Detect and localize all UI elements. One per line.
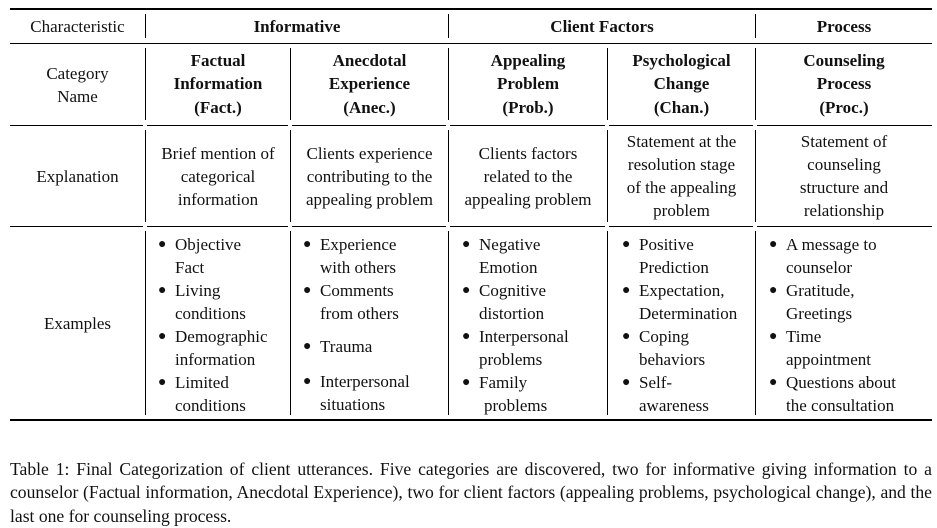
examples-prob bbox=[460, 233, 607, 417]
explanation-line: relationship bbox=[803, 201, 885, 220]
explanation-fact bbox=[146, 130, 290, 222]
header-rule bbox=[10, 43, 932, 44]
row-label-line: Explanation bbox=[36, 166, 119, 186]
example-item bbox=[301, 335, 448, 358]
example-item bbox=[156, 371, 290, 417]
example-line: Self- bbox=[639, 373, 673, 392]
row-label-explanation bbox=[10, 130, 145, 222]
example-line: problems bbox=[479, 350, 543, 369]
example-line: Questions about bbox=[786, 373, 897, 392]
row-label-examples bbox=[10, 231, 145, 415]
bullet-icon: ● bbox=[158, 237, 167, 252]
example-line: Experience bbox=[320, 235, 397, 254]
example-item bbox=[460, 233, 607, 279]
explanation-prob bbox=[449, 130, 607, 222]
example-item bbox=[767, 233, 932, 279]
rule-segment bbox=[147, 226, 288, 227]
example-line: conditions bbox=[175, 396, 246, 415]
category-name-prob bbox=[449, 48, 607, 120]
explanation-line: contributing to the bbox=[306, 166, 433, 186]
example-line: awareness bbox=[639, 396, 709, 415]
example-line: information bbox=[175, 350, 256, 369]
header-group-informative bbox=[146, 12, 448, 40]
bullet-icon: ● bbox=[462, 237, 471, 252]
example-line: distortion bbox=[479, 304, 545, 323]
category-name-line: (Anec.) bbox=[343, 97, 396, 117]
example-line: conditions bbox=[175, 304, 246, 323]
bullet-icon: ● bbox=[303, 237, 312, 252]
example-line: Gratitude, bbox=[786, 281, 855, 300]
category-name-line: (Chan.) bbox=[653, 97, 710, 117]
example-item bbox=[767, 325, 932, 371]
example-line: Trauma bbox=[320, 337, 373, 356]
category-name-line: (Prob.) bbox=[502, 97, 554, 117]
category-name-line: Problem bbox=[496, 74, 559, 94]
header-characteristic-text: Characteristic bbox=[30, 16, 125, 36]
example-item bbox=[620, 279, 755, 325]
example-item bbox=[767, 371, 932, 417]
explanation-line: resolution stage bbox=[627, 155, 736, 174]
example-line: problems bbox=[484, 396, 548, 415]
header-group-process bbox=[756, 12, 932, 40]
category-name-proc bbox=[756, 48, 932, 120]
header-group-client-factors bbox=[449, 12, 755, 40]
examples-fact bbox=[156, 233, 290, 417]
bullet-icon: ● bbox=[462, 283, 471, 298]
example-item bbox=[767, 279, 932, 325]
example-item bbox=[156, 325, 290, 371]
examples-chan bbox=[620, 233, 755, 417]
rule-segment bbox=[757, 125, 932, 126]
explanation-line: Clients factors bbox=[478, 143, 578, 163]
explanation-proc bbox=[756, 130, 932, 222]
example-line: situations bbox=[320, 395, 386, 414]
category-name-line: (Proc.) bbox=[819, 97, 869, 117]
example-item bbox=[460, 279, 607, 325]
bullet-icon: ● bbox=[158, 283, 167, 298]
rule-segment bbox=[147, 125, 288, 126]
explanation-line: Brief mention of bbox=[161, 143, 275, 163]
rule-segment bbox=[450, 226, 605, 227]
bullet-icon: ● bbox=[769, 237, 778, 252]
bullet-icon: ● bbox=[158, 329, 167, 344]
example-line: counselor bbox=[786, 258, 853, 277]
header-group-label: Informative bbox=[253, 16, 341, 36]
category-name-line: Process bbox=[816, 74, 872, 94]
bullet-icon: ● bbox=[303, 283, 312, 298]
examples-anec bbox=[301, 233, 448, 416]
bullet-icon: ● bbox=[303, 339, 312, 354]
example-item bbox=[620, 233, 755, 279]
example-line: Time bbox=[786, 327, 822, 346]
example-line: Demographic bbox=[175, 327, 268, 346]
explanation-anec bbox=[291, 130, 448, 222]
example-line: Determination bbox=[639, 304, 738, 323]
bullet-icon: ● bbox=[622, 375, 631, 390]
example-line: from others bbox=[320, 304, 399, 323]
example-line: Emotion bbox=[479, 258, 538, 277]
bullet-icon: ● bbox=[622, 329, 631, 344]
category-name-line: Counseling bbox=[803, 50, 885, 70]
example-line: Family bbox=[479, 373, 528, 392]
row-label-line: Name bbox=[57, 87, 98, 106]
col-divider bbox=[607, 231, 608, 415]
rule-segment bbox=[292, 125, 446, 126]
example-line: Comments bbox=[320, 281, 394, 300]
example-item bbox=[156, 233, 290, 279]
category-name-line: Psychological bbox=[632, 50, 731, 70]
col-divider bbox=[145, 231, 146, 415]
header-group-label: Client Factors bbox=[550, 16, 654, 36]
bullet-icon: ● bbox=[769, 329, 778, 344]
row-label-line: Examples bbox=[43, 313, 112, 333]
explanation-line: problem bbox=[653, 201, 710, 220]
bottom-rule bbox=[10, 419, 932, 421]
explanation-line: structure and bbox=[799, 178, 889, 197]
table-caption: Table 1: Final Categorization of client utterances. Five categories are discovered, two for informative giving information to a counselor (Factual information, Anecdotal Experience), two for client factors (appealing problems, psychological change), and the last one for counseling process. bbox=[10, 458, 932, 526]
example-line: the consultation bbox=[786, 396, 895, 415]
bullet-icon: ● bbox=[303, 374, 312, 389]
example-item bbox=[620, 325, 755, 371]
example-line: Greetings bbox=[786, 304, 853, 323]
explanation-chan bbox=[608, 130, 755, 222]
example-line: Limited bbox=[175, 373, 229, 392]
explanation-line: Statement at the bbox=[626, 132, 737, 151]
bullet-icon: ● bbox=[462, 375, 471, 390]
rule-segment bbox=[609, 125, 753, 126]
category-name-anec bbox=[291, 48, 448, 120]
example-line: behaviors bbox=[639, 350, 706, 369]
bullet-icon: ● bbox=[622, 237, 631, 252]
example-item bbox=[460, 325, 607, 371]
col-divider bbox=[448, 231, 449, 415]
header-characteristic bbox=[10, 12, 145, 40]
top-rule bbox=[10, 8, 932, 10]
category-name-line: Factual bbox=[190, 50, 246, 70]
col-divider bbox=[755, 231, 756, 415]
rule-segment bbox=[609, 226, 753, 227]
example-line: Cognitive bbox=[479, 281, 547, 300]
explanation-line: related to the bbox=[483, 166, 573, 186]
example-line: Negative bbox=[479, 235, 541, 254]
example-line: appointment bbox=[786, 350, 871, 369]
explanation-line: Statement of bbox=[800, 132, 888, 151]
category-name-fact bbox=[146, 48, 290, 120]
bullet-icon: ● bbox=[769, 375, 778, 390]
category-name-line: Experience bbox=[328, 74, 411, 94]
bullet-icon: ● bbox=[769, 283, 778, 298]
example-item bbox=[301, 279, 448, 325]
example-line: Interpersonal bbox=[479, 327, 569, 346]
rule-left bbox=[10, 226, 143, 227]
category-name-line: Change bbox=[653, 74, 710, 94]
example-line: Expectation, bbox=[639, 281, 725, 300]
category-name-line: Anecdotal bbox=[332, 50, 407, 70]
example-line: Objective bbox=[175, 235, 242, 254]
examples-proc bbox=[767, 233, 932, 417]
example-line: Living bbox=[175, 281, 221, 300]
rule-segment bbox=[292, 226, 446, 227]
bullet-icon: ● bbox=[622, 283, 631, 298]
example-line: Coping bbox=[639, 327, 690, 346]
example-line: with others bbox=[320, 258, 397, 277]
example-item bbox=[460, 371, 607, 417]
explanation-line: appealing problem bbox=[464, 189, 592, 209]
explanation-line: appealing problem bbox=[306, 189, 433, 209]
category-name-line: Information bbox=[173, 74, 263, 94]
explanation-line: of the appealing bbox=[626, 178, 737, 197]
example-line: Positive bbox=[639, 235, 694, 254]
bullet-icon: ● bbox=[462, 329, 471, 344]
bullet-icon: ● bbox=[158, 375, 167, 390]
row-label-category-name bbox=[10, 50, 145, 120]
example-line: Interpersonal bbox=[320, 372, 410, 391]
row-label-line: Category bbox=[46, 64, 109, 83]
category-name-chan bbox=[608, 48, 755, 120]
col-divider bbox=[290, 231, 291, 415]
example-line: Fact bbox=[175, 258, 205, 277]
header-group-label: Process bbox=[816, 16, 872, 36]
explanation-line: Clients experience bbox=[306, 143, 433, 163]
explanation-line: information bbox=[177, 189, 259, 209]
explanation-line: categorical bbox=[180, 166, 256, 186]
example-item bbox=[156, 279, 290, 325]
rule-segment bbox=[450, 125, 605, 126]
rule-segment bbox=[757, 226, 932, 227]
example-item bbox=[301, 370, 448, 416]
explanation-line: counseling bbox=[807, 155, 881, 174]
example-item bbox=[301, 233, 448, 279]
example-line: A message to bbox=[786, 235, 877, 254]
category-name-line: (Fact.) bbox=[194, 97, 242, 117]
example-line: Prediction bbox=[639, 258, 709, 277]
example-item bbox=[620, 371, 755, 417]
rule-left bbox=[10, 125, 143, 126]
category-name-line: Appealing bbox=[490, 50, 566, 70]
